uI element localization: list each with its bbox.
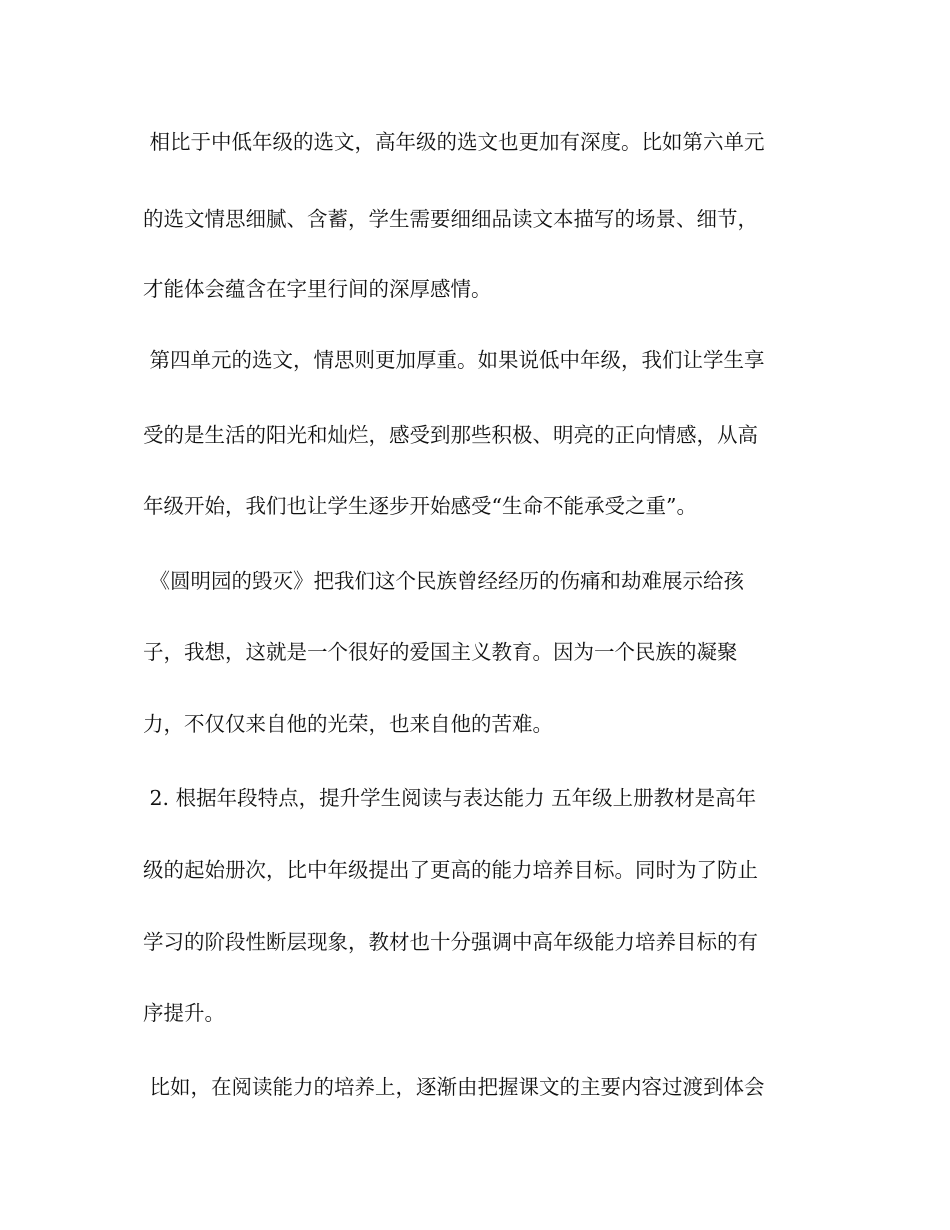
text-line-13: 序提升。 [143, 1001, 225, 1025]
text-line-1: 相比于中低年级的选文，高年级的选文也更加有深度。比如第六单元 [143, 130, 765, 154]
text-line-8: 子，我想，这就是一个很好的爱国主义教育。因为一个民族的凝聚 [143, 640, 738, 664]
text-line-2: 的选文情思细腻、含蓄，学生需要细细品读文本描写的场景、细节， [143, 207, 758, 231]
text-line-14: 比如，在阅读能力的培养上，逐渐由把握课文的主要内容过渡到体会 [143, 1075, 765, 1099]
text-line-12: 学习的阶段性断层现象，教材也十分强调中高年级能力培养目标的有 [143, 930, 758, 954]
text-line-11: 级的起始册次，比中年级提出了更高的能力培养目标。同时为了防止 [143, 858, 758, 882]
text-line-9: 力，不仅仅来自他的光荣，也来自他的苦难。 [143, 712, 553, 736]
text-line-7: 《圆明园的毁灭》把我们这个民族曾经经历的伤痛和劫难展示给孩 [143, 569, 745, 593]
text-line-6: 年级开始，我们也让学生逐步开始感受“生命不能承受之重”。 [143, 494, 697, 518]
text-line-5: 受的是生活的阳光和灿烂，感受到那些积极、明亮的正向情感，从高 [143, 423, 758, 447]
text-line-4: 第四单元的选文，情思则更加厚重。如果说低中年级，我们让学生享 [143, 348, 765, 372]
text-line-3: 才能体会蕴含在字里行间的深厚感情。 [143, 277, 492, 301]
text-line-10: 2. 根据年段特点，提升学生阅读与表达能力 五年级上册教材是高年 [143, 786, 757, 810]
